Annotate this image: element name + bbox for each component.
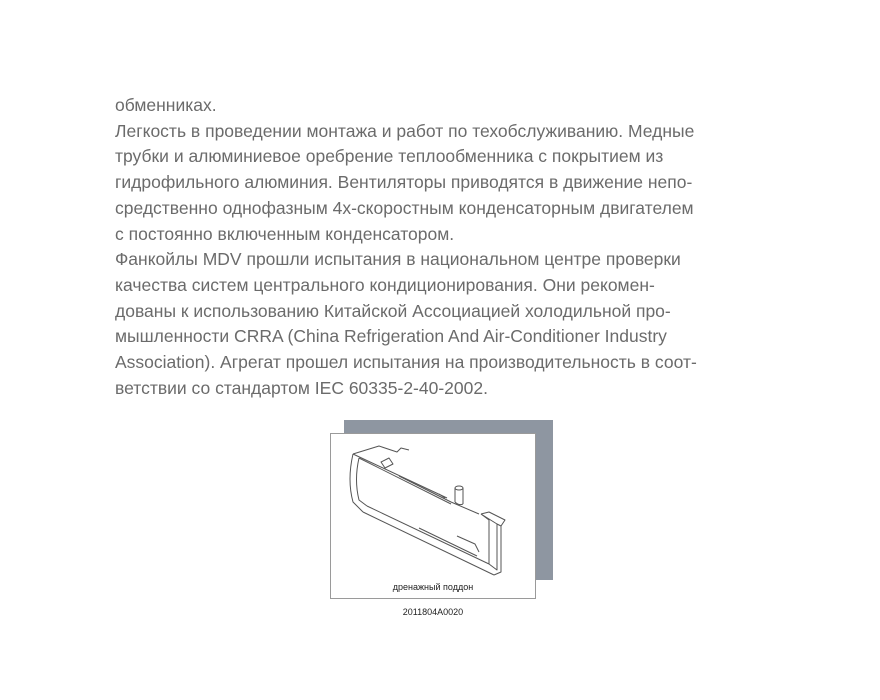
text-line: трубки и алюминиевое оребрение теплообменника с покрытием из <box>115 146 664 167</box>
figure-frame <box>330 433 536 599</box>
figure-caption: дренажный поддон <box>392 582 474 592</box>
text-line: качества систем центрального кондиционирования. Они рекомен- <box>115 274 655 295</box>
text-line: Легкость в проведении монтажа и работ по техобслуживанию. Медные <box>115 120 695 141</box>
drain-tray-figure <box>330 420 555 620</box>
text-line: гидрофильного алюминия. Вентиляторы приводятся в движение непо- <box>115 172 693 193</box>
drain-tray-drawing <box>339 440 529 580</box>
text-line: мышленности CRRA (China Refrigeration And Air-Conditioner Industry <box>115 326 667 347</box>
text-line: Association). Агрегат прошел испытания на производительность в соот- <box>115 352 697 373</box>
body-text <box>115 93 815 401</box>
text-line: дованы к использованию Китайской Ассоциацией холодильной про- <box>115 300 671 321</box>
text-line: обменниках. <box>115 95 217 115</box>
text-line: с постоянно включенным конденсатором. <box>115 223 455 244</box>
text-line: ветствии со стандартом IEC 60335-2-40-2002. <box>115 377 488 398</box>
text-line: средственно однофазным 4х-скоростным конденсаторным двигателем <box>115 197 694 218</box>
part-code: 2011804A0020 <box>402 607 464 617</box>
text-line: Фанкойлы MDV прошли испытания в национальном центре проверки <box>115 249 681 270</box>
